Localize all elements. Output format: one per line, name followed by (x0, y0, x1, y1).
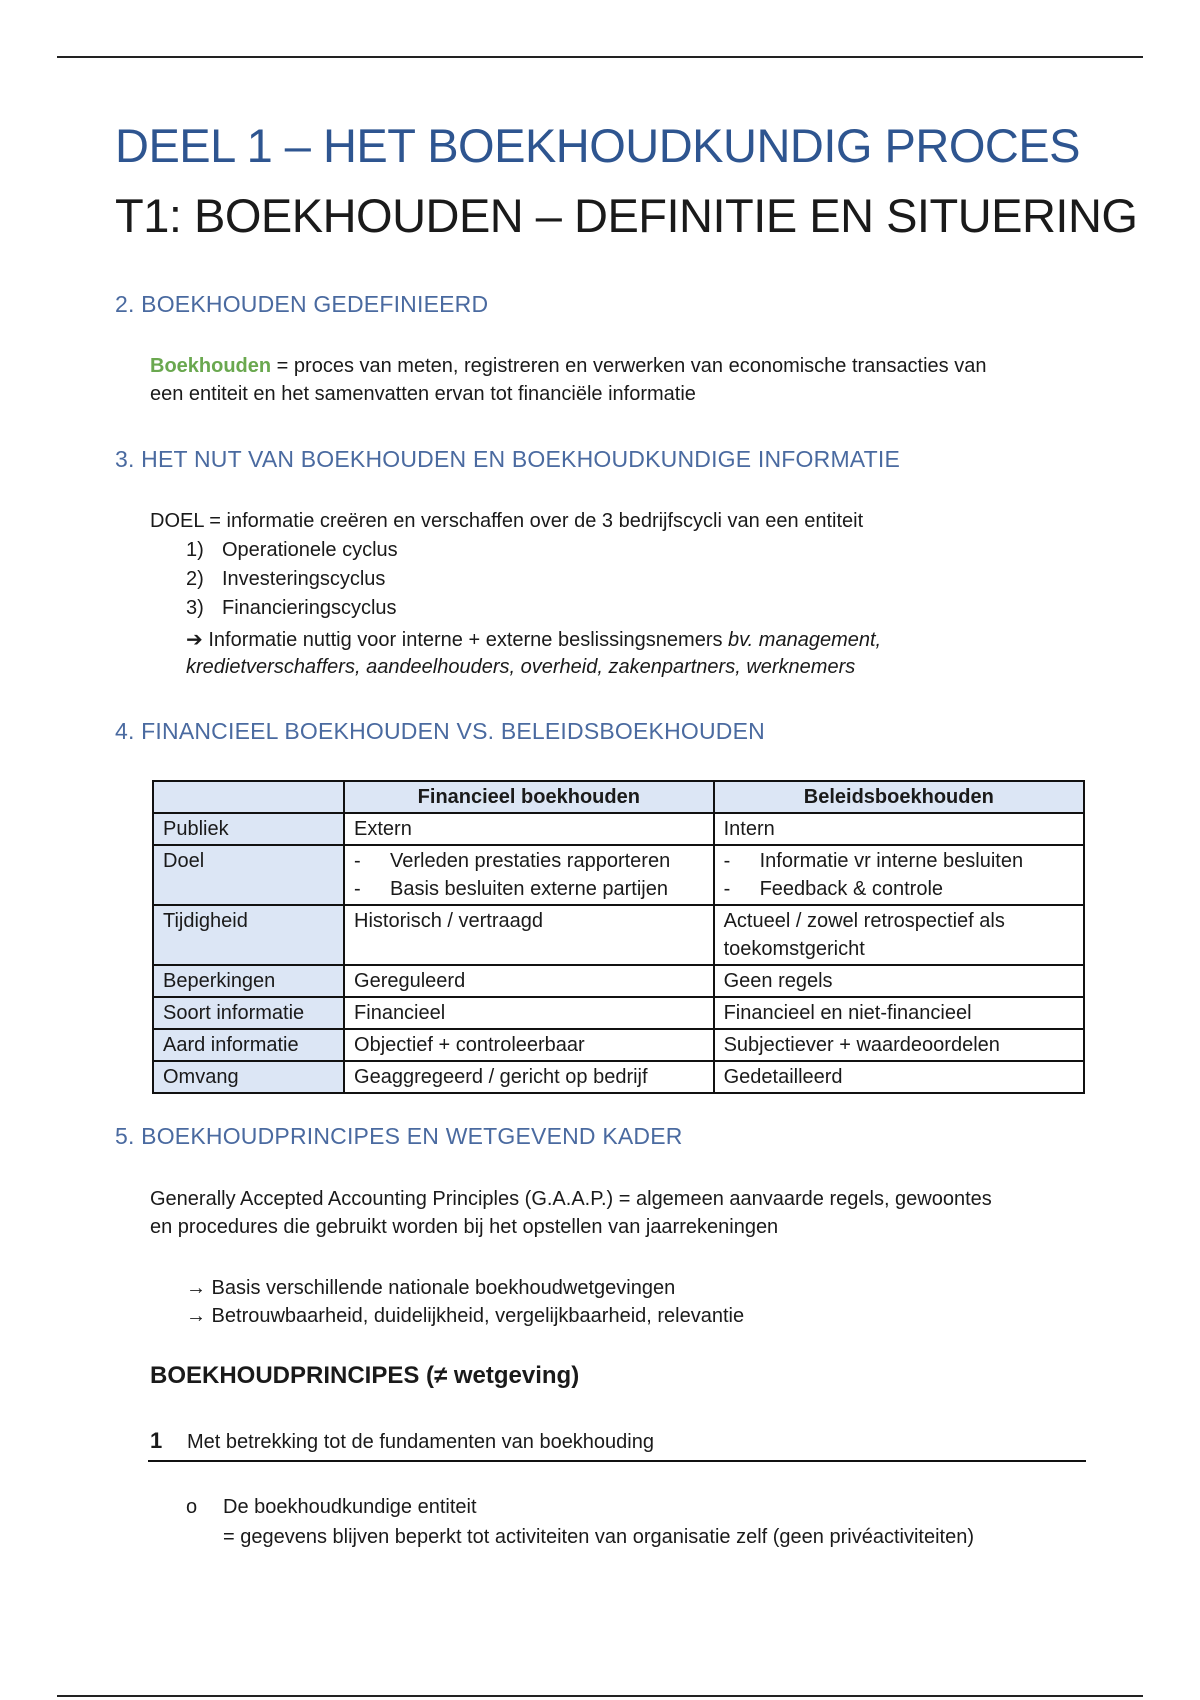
list-item: 3) Financieringscyclus (186, 597, 397, 619)
principes-heading: BOEKHOUDPRINCIPES (≠ wetgeving) (150, 1362, 580, 1389)
section-3-heading: 3. HET NUT VAN BOEKHOUDEN EN BOEKHOUDKUNDIGE INFORMATIE (115, 446, 901, 472)
doel-line: DOEL = informatie creëren en verschaffen over de 3 bedrijfscycli van een entiteit (150, 510, 864, 532)
table-header-financieel: Financieel boekhouden (344, 781, 714, 813)
page-title: DEEL 1 – HET BOEKHOUDKUNDIG PROCES (115, 119, 1081, 172)
section-4-heading: 4. FINANCIEEL BOEKHOUDEN VS. BELEIDSBOEKHOUDEN (115, 718, 765, 744)
list-item: → Basis verschillende nationale boekhoudwetgevingen (186, 1277, 676, 1299)
table-row: Doel - Verleden prestaties rapporteren - Basis besluiten externe partijen - Informatie vr interne besluiten - Feedback & controle (153, 845, 1084, 905)
bottom-rule (57, 1695, 1143, 1697)
gaap-paragraph: Generally Accepted Accounting Principles (G.A.A.P.) = algemeen aanvaarde regels, gewoontes en procedures die gebruikt worden bij het opstellen van jaarrekeningen (150, 1188, 992, 1238)
list-item: → Betrouwbaarheid, duidelijkheid, vergelijkbaarheid, relevantie (186, 1305, 745, 1327)
arrow-right-icon: ➔ (186, 629, 203, 651)
table-row: Tijdigheid Historisch / vertraagd Actueel / zowel retrospectief als toekomstgericht (153, 905, 1084, 965)
definition-paragraph (150, 352, 1080, 408)
section-2-heading: 2. BOEKHOUDEN GEDEFINIEERD (115, 291, 489, 317)
top-rule (57, 56, 1143, 58)
table-row: Aard informatie Objectief + controleerbaar Subjectiever + waardeoordelen (153, 1029, 1084, 1061)
heading-underline (148, 1460, 1086, 1462)
list-item: 2) Investeringscyclus (186, 568, 386, 590)
table-row: Publiek Extern Intern (153, 813, 1084, 845)
table-header-row (153, 781, 1084, 813)
table-row: Beperkingen Gereguleerd Geen regels (153, 965, 1084, 997)
list-item: 1) Operationele cyclus (186, 539, 398, 561)
page-subtitle: T1: BOEKHOUDEN – DEFINITIE EN SITUERING (115, 189, 1138, 242)
term-boekhouden: Boekhouden (150, 355, 272, 377)
table-row: Soort informatie Financieel Financieel en niet-financieel (153, 997, 1084, 1029)
arrow-note: ➔ Informatie nuttig voor interne + externe beslissingsnemers bv. management, kredietverschaffers, aandeelhouders, overheid, zakenpartners, werknemers (186, 629, 882, 678)
table-row: Omvang Geaggregeerd / gericht op bedrijf Gedetailleerd (153, 1061, 1084, 1093)
comparison-table (152, 780, 1085, 1094)
bullet-circle-icon: o (186, 1496, 198, 1518)
cycle-list (186, 536, 398, 623)
section-5-heading: 5. BOEKHOUDPRINCIPES EN WETGEVEND KADER (115, 1123, 683, 1149)
bullet-entity: o De boekhoudkundige entiteit = gegevens blijven beperkt tot activiteiten van organisatie zelf (geen privéactiviteiten) (186, 1492, 974, 1552)
gaap-arrows (186, 1274, 744, 1330)
table-header-empty (153, 781, 344, 813)
definition-line-2: een entiteit en het samenvatten ervan tot financiële informatie (150, 383, 696, 405)
numbered-heading-1: 1 Met betrekking tot de fundamenten van boekhouding (150, 1428, 654, 1453)
table-header-beleids: Beleidsboekhouden (714, 781, 1084, 813)
definition-line-1: = proces van meten, registreren en verwerken van economische transacties van (271, 355, 987, 377)
